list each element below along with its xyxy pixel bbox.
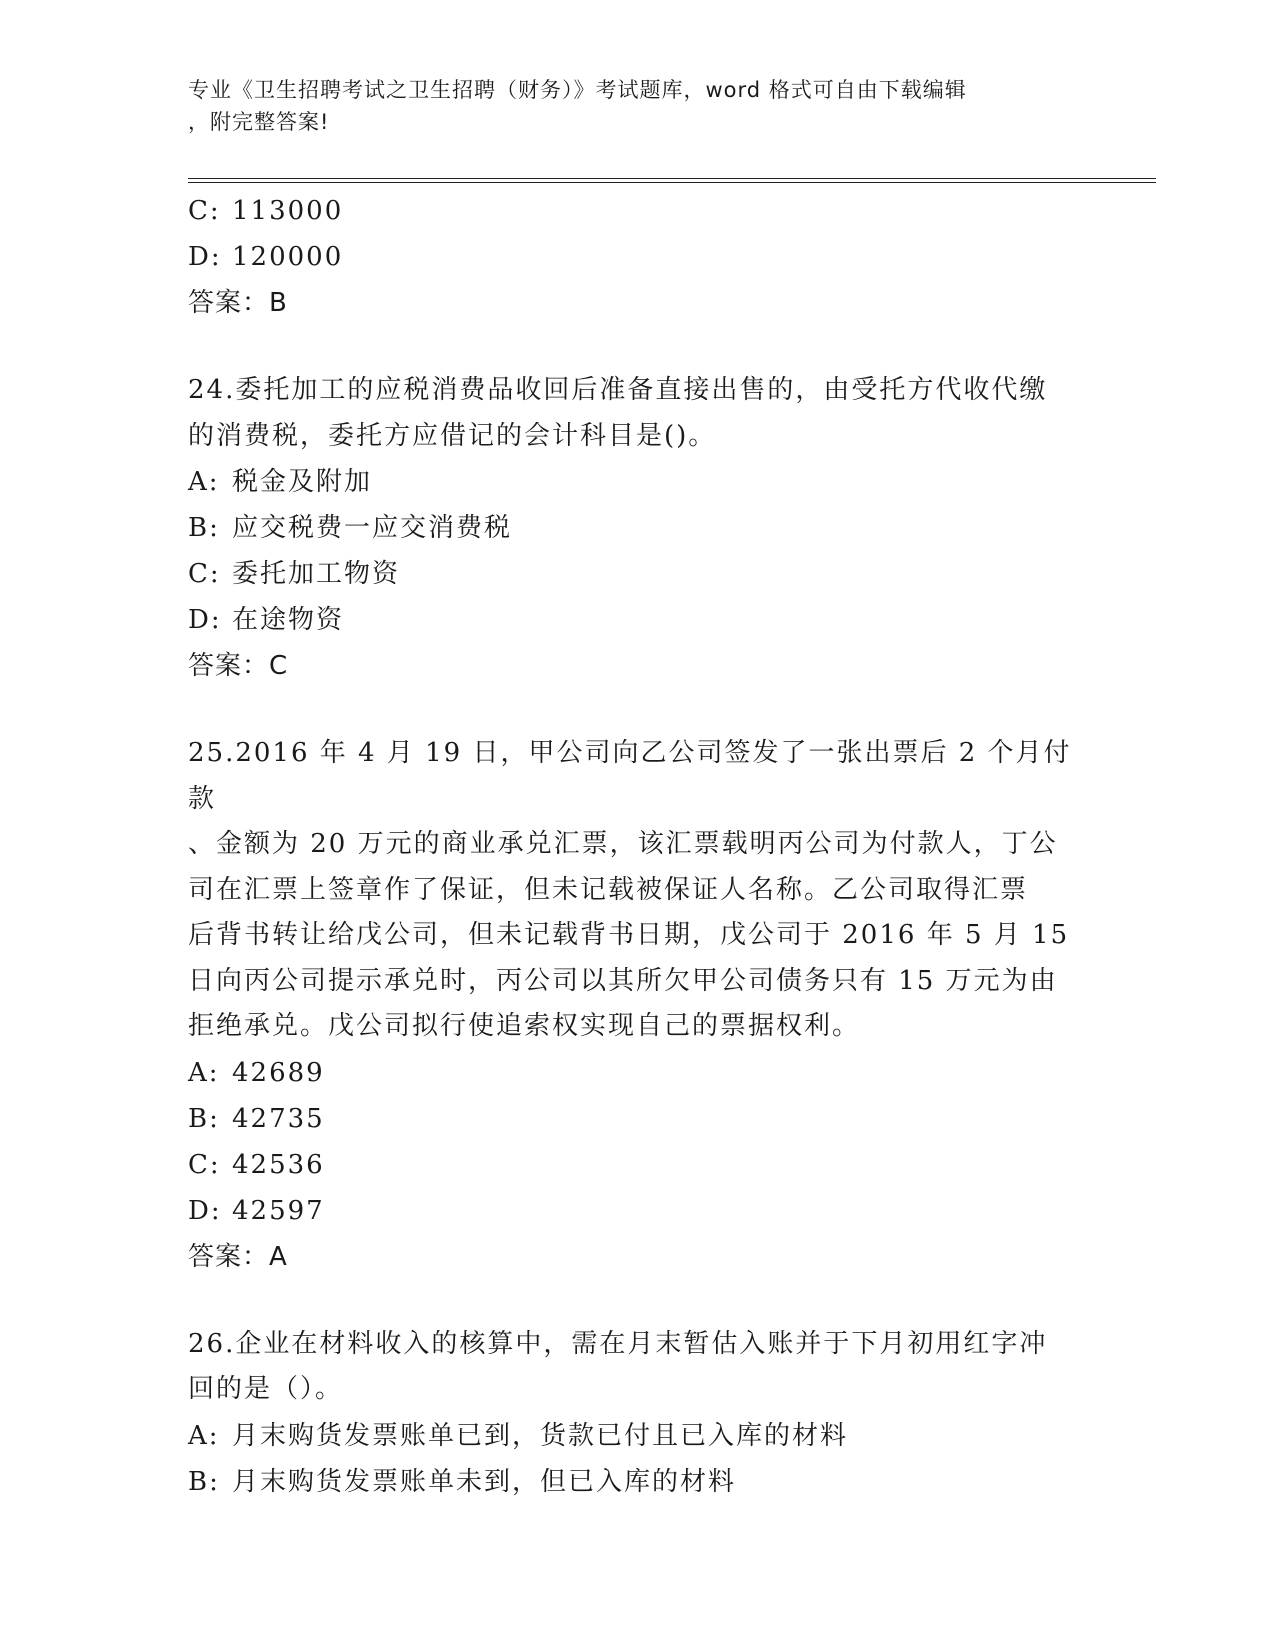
option-key: C: <box>188 559 221 589</box>
option-key: A: <box>188 1057 220 1088</box>
header-line-1: 专业《卫生招聘考试之卫生招聘（财务）》考试题库，word 格式可自由下载编辑 <box>188 78 967 102</box>
document-header <box>188 74 1068 138</box>
option-text: 120000 <box>232 242 344 272</box>
header-rule-top <box>188 178 1156 179</box>
option-key: A: <box>188 1420 220 1451</box>
option-text: 税金及附加 <box>232 467 373 497</box>
option-key: D: <box>188 605 222 635</box>
header-rule-bottom <box>188 182 1156 183</box>
option-text: 42735 <box>232 1103 325 1134</box>
option-text: 委托加工物资 <box>232 559 401 589</box>
option-b <box>188 1459 1088 1505</box>
option-b <box>188 505 1088 551</box>
stem-line: 的消费税，委托方应借记的会计科目是()。 <box>188 420 717 451</box>
option-d <box>188 597 1088 643</box>
question-stem <box>188 1322 1088 1413</box>
option-key: B: <box>188 1103 220 1134</box>
option-key: D: <box>188 242 222 272</box>
answer-line: 答案：A <box>188 1241 288 1272</box>
option-text: 42689 <box>232 1057 325 1088</box>
option-text: 应交税费一应交消费税 <box>232 513 513 543</box>
option-key: A: <box>188 467 220 497</box>
stem-line: 司在汇票上签章作了保证，但未记载被保证人名称。乙公司取得汇票 <box>188 874 1029 905</box>
stem-line: 26.企业在材料收入的核算中，需在月末暂估入账并于下月初用红字冲 <box>188 1328 1048 1359</box>
option-key: C: <box>188 196 221 226</box>
option-a <box>188 1050 1088 1096</box>
option-d <box>188 1188 1088 1234</box>
option-key: D: <box>188 1195 222 1226</box>
question-26 <box>188 1322 1088 1505</box>
option-b <box>188 1096 1088 1142</box>
question-25 <box>188 731 1088 1280</box>
option-d <box>188 234 1088 280</box>
option-text: 113000 <box>232 196 344 226</box>
option-text: 月末购货发票账单未到，但已入库的材料 <box>232 1466 737 1497</box>
question-23-tail <box>188 188 1088 326</box>
option-c <box>188 551 1088 597</box>
option-a <box>188 459 1088 505</box>
stem-line: 后背书转让给戊公司，但未记载背书日期，戊公司于 2016 年 5 月 15 <box>188 920 1070 950</box>
option-text: 月末购货发票账单已到，货款已付且已入库的材料 <box>232 1420 849 1451</box>
question-list <box>188 188 1088 1505</box>
question-stem <box>188 368 1088 459</box>
option-text: 42597 <box>232 1195 325 1226</box>
question-24 <box>188 368 1088 689</box>
stem-line: 日向丙公司提示承兑时，丙公司以其所欠甲公司债务只有 15 万元为由 <box>188 965 1058 996</box>
option-key: B: <box>188 1466 220 1497</box>
stem-line: 、金额为 20 万元的商业承兑汇票，该汇票载明丙公司为付款人，丁公 <box>188 829 1058 859</box>
header-line-2: ，附完整答案! <box>188 110 330 134</box>
stem-line: 24.委托加工的应税消费品收回后准备直接出售的，由受托方代收代缴 <box>188 375 1048 405</box>
stem-line: 25.2016 年 4 月 19 日，甲公司向乙公司签发了一张出票后 2 个月付款 <box>188 738 1072 814</box>
option-key: C: <box>188 1149 221 1180</box>
stem-line: 拒绝承兑。戊公司拟行使追索权实现自己的票据权利。 <box>188 1011 861 1041</box>
option-text: 在途物资 <box>232 605 345 635</box>
option-c <box>188 188 1088 234</box>
option-text: 42536 <box>232 1149 325 1180</box>
question-stem <box>188 731 1088 1050</box>
answer-line: 答案：B <box>188 288 288 318</box>
option-key: B: <box>188 513 220 543</box>
option-c <box>188 1142 1088 1188</box>
option-a <box>188 1413 1088 1459</box>
stem-line: 回的是（）。 <box>188 1374 344 1404</box>
answer-line: 答案：C <box>188 651 289 681</box>
